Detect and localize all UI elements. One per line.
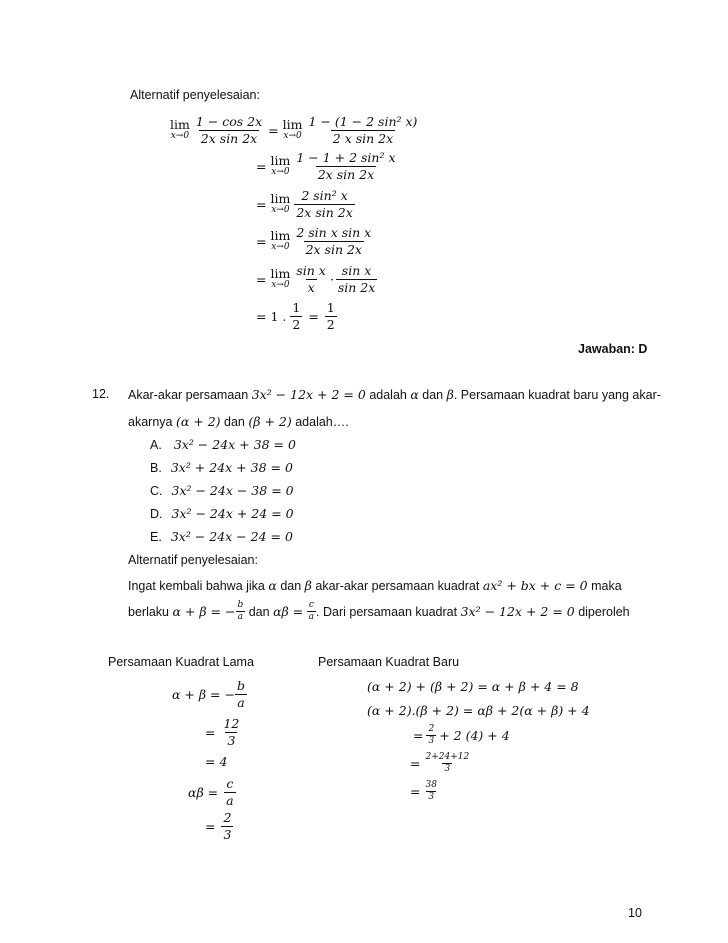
new-product-step-1: = $\frac{2}{3}$ + 2 (4) + 4 bbox=[413, 724, 510, 747]
old-sum-step: = $\frac{12}{3}$ bbox=[205, 716, 240, 748]
limit-step-4: = lim x→0 $\frac{\text{2 sin x sin x}}{\text{2x sin 2x}}$ bbox=[256, 225, 372, 257]
limit-step-5: = lim x→0 $\frac{\text{sin x}}{x}$ · $\frac{\text{sin x}}{\sin 2x}$ bbox=[256, 263, 376, 295]
option-b: B. 3x² + 24x + 38 = 0 bbox=[150, 460, 293, 475]
limit-step-1: lim x→0 $\frac{1 - \cos 2x}{\text{2x sin 2x}}$ = lim x→0 $\frac{\text{1 − (1 − 2 sin² x)}}{\text{2 x sin 2x}}$ bbox=[170, 114, 418, 146]
limit-operator: lim x→0 bbox=[170, 117, 190, 141]
answer-key: Jawaban: D bbox=[578, 342, 648, 356]
limit-result: = 1 . $\frac{1}{2}$ = $\frac{1}{2}$ bbox=[256, 300, 335, 332]
new-equation-title: Persamaan Kuadrat Baru bbox=[318, 655, 460, 669]
old-sum-result: = 4 bbox=[205, 754, 228, 769]
fraction: $\frac{\text{2 sin x sin x}}{\text{2x sin 2x}}$ bbox=[296, 225, 372, 257]
new-product-step-2: = $\frac{2+24+12}{3}$ bbox=[410, 752, 470, 775]
limit-step-3: = lim x→0 $\frac{\text{2 sin² x}}{\text{2x sin 2x}}$ bbox=[256, 188, 353, 220]
recall-line-1: Ingat kembali bahwa jika α dan β akar-akar persamaan kuadrat ax² + bx + c = 0 maka bbox=[128, 578, 622, 593]
fraction: $\frac{\text{sin x}}{\sin 2x}$ bbox=[337, 263, 376, 295]
solution-label: Alternatif penyelesaian: bbox=[128, 553, 258, 567]
old-product-result: = $\frac{2}{3}$ bbox=[205, 810, 232, 842]
limit-step-2: = lim x→0 $\frac{\text{1 − 1 + 2 sin² x}}{\text{2x sin 2x}}$ bbox=[256, 150, 396, 182]
new-product: (α + 2).(β + 2) = αβ + 2(α + β) + 4 bbox=[367, 703, 590, 718]
limit-operator: lim x→0 bbox=[282, 117, 303, 141]
recall-line-2: berlaku α + β = − $\frac{b}{a}$ dan αβ = $\frac{c}{a}$ . Dari persamaan kuadrat 3x² − 12x + 2 = 0 diperoleh bbox=[128, 600, 630, 623]
option-d: D. 3x² − 24x + 24 = 0 bbox=[150, 506, 294, 521]
solution-label: Alternatif penyelesaian: bbox=[130, 88, 260, 102]
fraction: $\frac{\text{sin x}}{x}$ bbox=[296, 263, 326, 295]
option-e: E. 3x² − 24x − 24 = 0 bbox=[150, 529, 293, 544]
question-text-line-2: akarnya (α + 2) dan (β + 2) adalah…. bbox=[128, 414, 349, 429]
option-c: C. 3x² − 24x − 38 = 0 bbox=[150, 483, 294, 498]
fraction: $\frac{\text{2 sin² x}}{\text{2x sin 2x}}$ bbox=[296, 188, 353, 220]
fraction: $\frac{\text{1 − 1 + 2 sin² x}}{\text{2x sin 2x}}$ bbox=[296, 150, 396, 182]
fraction: $\frac{1 - \cos 2x}{\text{2x sin 2x}}$ bbox=[195, 114, 263, 146]
new-product-result: = $\frac{38}{3}$ bbox=[410, 780, 437, 803]
old-equation-title: Persamaan Kuadrat Lama bbox=[108, 655, 254, 669]
page-number: 10 bbox=[628, 906, 642, 920]
old-sum: α + β = − $\frac{b}{a}$ bbox=[172, 678, 245, 710]
question-number: 12. bbox=[92, 387, 110, 401]
new-sum: (α + 2) + (β + 2) = α + β + 4 = 8 bbox=[367, 679, 579, 694]
option-a: A. 3x² − 24x + 38 = 0 bbox=[150, 437, 296, 452]
question-text-line-1: Akar-akar persamaan 3x² − 12x + 2 = 0 adalah α dan β. Persamaan kuadrat baru yang akar- bbox=[128, 387, 661, 402]
old-product: αβ = $\frac{c}{a}$ bbox=[188, 776, 234, 808]
fraction: $\frac{\text{1 − (1 − 2 sin² x)}}{\text{2 x sin 2x}}$ bbox=[308, 114, 418, 146]
